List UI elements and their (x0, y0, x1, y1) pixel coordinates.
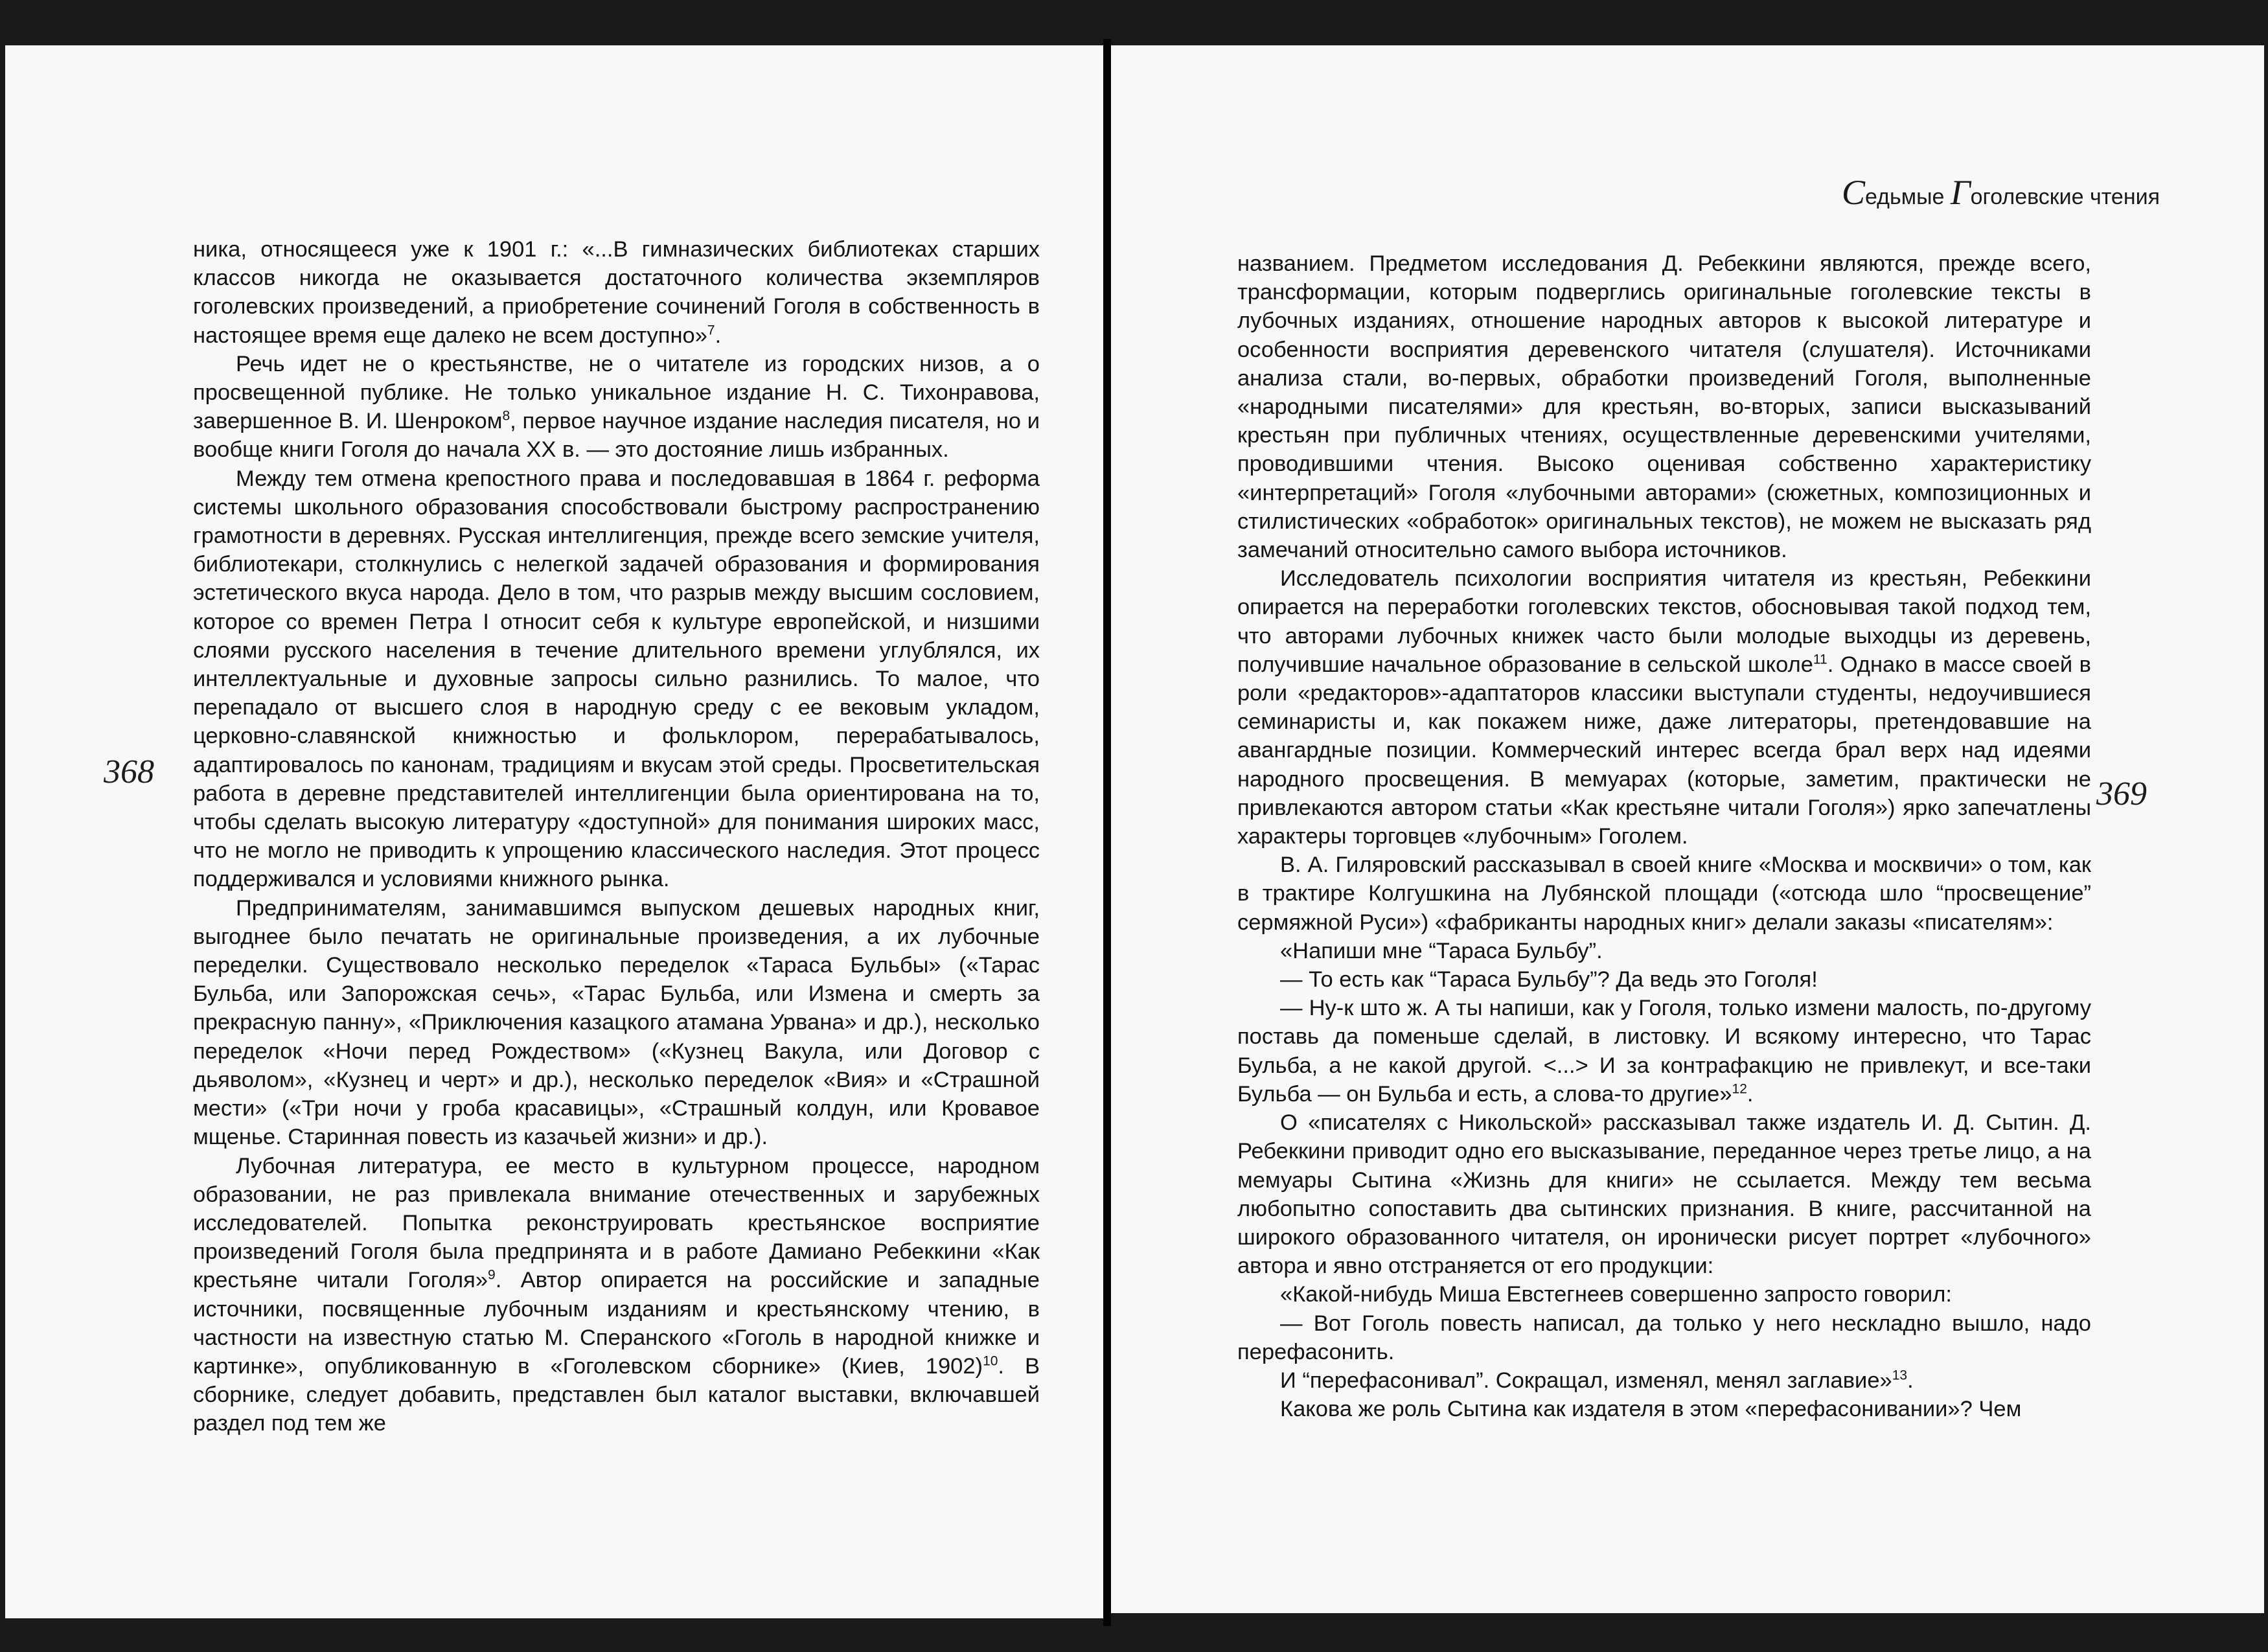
dialogue-line: «Какой-нибудь Миша Евстегнеев совершенно запросто говорил: (1280, 1282, 1952, 1307)
running-head: Седьмые Гоголевские чтения (1841, 173, 2160, 212)
dialogue-line: И “перефасонивал”. Сокращал, изменял, менял заглавие»$^{13}$. (1280, 1368, 1914, 1393)
dialogue-line: Какова же роль Сытина как издателя в этом «перефасонивании»? Чем (1280, 1397, 2022, 1422)
paragraph: Лубочная литература, ее место в культурном процессе, народном образовании, не раз привлекала внимание отечественных и зарубежных исследователей. Попытка реконструировать крестьянское восприятие произведений Гоголя была предпринята и в работе Дамиано Ребеккини «Как крестьяне читали Гоголя»$^9$. Автор опирается на российские и западные источники, посвященные лубочным изданиям и крестьянскому чтению, в частности на известную статью М. Сперанского «Гоголь в народной книжке и картинке», опубликованную в «Гоголевском сборнике» (Киев, 1902)$^{10}$. В сборнике, следует добавить, представлен был каталог выставки, включавшей раздел под тем же (193, 1153, 1040, 1436)
paragraph: названием. Предметом исследования Д. Ребеккини являются, прежде всего, трансформации, которым подверглись оригинальные гоголевские тексты в лубочных изданиях, отношение народных авторов к высокой литературе и особенности восприятия деревенского читателя (слушателя). Источниками анализа стали, во-первых, обработки произведений Гоголя, выполненные «народными писателями» для крестьян, во-вторых, записи высказываний крестьян при публичных чтениях, осуществленные деревенскими учителями, проводившими чтения. Высоко оценивая собственно характеристику «интерпретаций» Гоголя «лубочными авторами» (сюжетных, композиционных и стилистических «обработок» оригинальных текстов), не можем не высказать ряд замечаний относительно самого выбора источников. (1237, 251, 2091, 563)
footnote-ref: 9 (488, 1267, 496, 1283)
right-page (1111, 45, 2264, 1613)
right-page-text (1237, 249, 2091, 1423)
page-number: 368 (104, 753, 154, 790)
footnote-ref: 7 (707, 323, 715, 338)
paragraph: В. А. Гиляровский рассказывал в своей книге «Москва и москвичи» о том, как в трактире Колгушкина на Лубянской площади («отсюда шло “просвещение” сермяжной Руси») «фабриканты народных книг» делали заказы «писателям»: (1237, 853, 2091, 935)
footnote-ref: 10 (983, 1353, 998, 1369)
dialogue-line: «Напиши мне “Тараса Бульбу”. (1280, 938, 1603, 963)
paragraph: ника, относящееся уже к 1901 г.: «...В гимназических библиотеках старших классов никогда не оказывается достаточного количества экземпляров гоголевских произведений, а приобретение сочинений Гоголя в собственность в настоящее время еще далеко не всем доступно»$^7$. (193, 237, 1040, 348)
dialogue-line: — То есть как “Тараса Бульбу”? Да ведь это Гоголя! (1280, 967, 1818, 992)
footnote-ref: 12 (1732, 1081, 1747, 1097)
footnote-ref: 11 (1813, 652, 1827, 667)
paragraph: Предпринимателям, занимавшимся выпуском дешевых народных книг, выгоднее было печатать не оригинальные произведения, а их лубочные переделки. Существовало несколько переделок «Тараса Бульбы» («Тарас Бульба, или Запорожская сечь», «Тарас Бульба, или Измена и смерть за прекрасную панну», «Приключения казацкого атамана Урвана» и др.), несколько переделок «Ночи перед Рождеством» («Кузнец Вакула, или Договор с дьяволом», «Кузнец и черт» и др.), несколько переделок «Вия» и «Страшной мести» («Три ночи у гроба красавицы», «Страшный колдун, или Кровавое мщенье. Старинная повесть из казачьей жизни» и др.). (193, 895, 1040, 1150)
page-number: 369 (2096, 775, 2147, 812)
footnote-ref: 8 (502, 408, 510, 424)
paragraph: Исследователь психологии восприятия читателя из крестьян, Ребеккини опирается на переработки гоголевских текстов, обосновывая такой подход тем, что авторами лубочных книжек часто были молодые выходцы из деревень, получившие начальное образование в сельской школе$^{11}$. Однако в массе своей в роли «редакторов»-адаптаторов классики выступали студенты, недоучившиеся семинаристы и, как покажем ниже, даже литераторы, претендовавшие на авангардные позиции. Коммерческий интерес всегда брал верх над идеями народного просвещения. В мемуарах (которые, заметим, практически не привлекаются автором статьи «Как крестьяне читали Гоголя») ярко запечатлены характеры торговцев «лубочным» Гоголем. (1237, 566, 2091, 849)
left-page (5, 45, 1103, 1618)
dialogue-line: — Ну-к што ж. А ты напиши, как у Гоголя, только измени малость, по-другому поставь да поменьше сделай, в листовку. И всякому интересно, что Тарас Бульба, а не какой другой. <...> И за контрафакцию не привлекут, и все-таки Бульба — он Бульба и есть, а слова-то другие»$^{12}$. (1237, 996, 2091, 1107)
dialogue-line: — Вот Гоголь повесть написал, да только у него нескладно вышло, надо перефасонить. (1237, 1311, 2091, 1364)
left-page-text (193, 235, 1040, 1438)
paragraph: Речь идет не о крестьянстве, не о читателе из городских низов, а о просвещенной публике. Не только уникальное издание Н. С. Тихонравова, завершенное В. И. Шенроком$^8$, первое научное издание наследия писателя, но и вообще книги Гоголя до начала XX в. — это достояние лишь избранных. (193, 351, 1040, 463)
paragraph: Между тем отмена крепостного права и последовавшая в 1864 г. реформа системы школьного образования способствовали быстрому распространению грамотности в деревнях. Русская интеллигенция, прежде всего земские учителя, библиотекари, столкнулись с нелегкой задачей образования и формирования эстетического вкуса народа. Дело в том, что разрыв между высшим сословием, которое со времен Петра I относит себя к культуре европейской, и низшими слоями русского населения в течение длительного времени углублялся, их интеллектуальные и духовные запросы сильно разнились. То малое, что перепадало от высшего слоя в народную среду с ее вековым укладом, церковно-славянской книжностью и фольклором, перерабатывалось, адаптировалось по канонам, традициям и вкусам этой среды. Просветительская работа в деревне представителей интеллигенции была ориентирована на то, чтобы сделать высокую литературу «доступной» для понимания широких масс, что не могло не приводить к упрощению классического наследия. Этот процесс поддерживался и условиями книжного рынка. (193, 466, 1040, 892)
book-gutter (1103, 39, 1111, 1626)
paragraph: О «писателях с Никольской» рассказывал также издатель И. Д. Сытин. Д. Ребеккини приводит одно его высказывание, переданное через третье лицо, а на мемуары Сытина «Жизнь для книги» не ссылается. Между тем весьма любопытно сопоставить два сытинских признания. В книге, рассчитанной на широкого образованного читателя, он иронически рисует портрет «лубочного» автора и явно отстраняется от его продукции: (1237, 1110, 2091, 1279)
footnote-ref: 13 (1892, 1368, 1908, 1383)
